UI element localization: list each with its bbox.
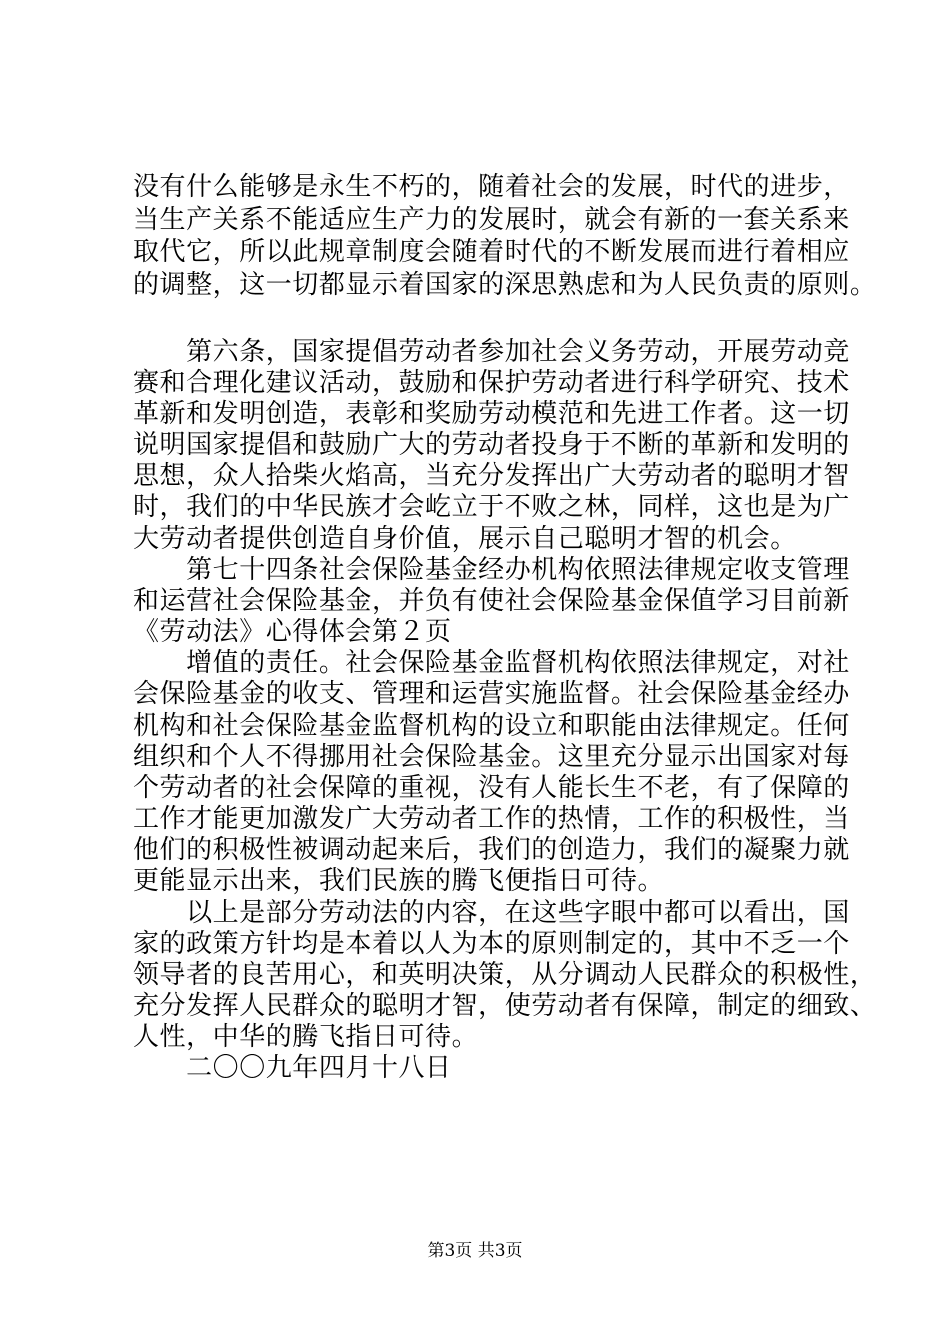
- date-line: 二〇〇九年四月十八日: [133, 1053, 452, 1083]
- body-text-line: 没有什么能够是永生不朽的，随着社会的发展，时代的进步，: [133, 172, 850, 202]
- body-text-line: 说明国家提倡和鼓励广大的劳动者投身于不断的革新和发明的: [133, 430, 850, 460]
- body-text-line: 和运营社会保险基金，并负有使社会保险基金保值学习目前新: [133, 586, 850, 616]
- body-text-line: 第六条，国家提倡劳动者参加社会义务劳动，开展劳动竞: [133, 337, 850, 367]
- body-text-line: 人性，中华的腾飞指日可待。: [133, 1022, 479, 1052]
- body-text-line: 革新和发明创造，表彰和奖励劳动模范和先进工作者。这一切: [133, 399, 850, 429]
- body-text-line: 个劳动者的社会保障的重视，没有人能长生不老，有了保障的: [133, 773, 850, 803]
- body-text-line: 思想，众人拾柴火焰高，当充分发挥出广大劳动者的聪明才智: [133, 461, 850, 491]
- body-text-line: 大劳动者提供创造自身价值，展示自己聪明才智的机会。: [133, 524, 797, 554]
- body-text-line: 的调整，这一切都显示着国家的深思熟虑和为人民负责的原则。: [133, 270, 877, 300]
- body-text-line: 以上是部分劳动法的内容，在这些字眼中都可以看出，国: [133, 898, 850, 928]
- body-text-line: 《劳动法》心得体会第２页: [133, 617, 452, 647]
- body-text-line: 领导者的良苦用心，和英明决策，从分调动人民群众的积极性，: [133, 960, 877, 990]
- body-text-line: 会保险基金的收支、管理和运营实施监督。社会保险基金经办: [133, 679, 850, 709]
- body-text-line: 当生产关系不能适应生产力的发展时，就会有新的一套关系来: [133, 205, 850, 235]
- body-text-line: 取代它，所以此规章制度会随着时代的不断发展而进行着相应: [133, 237, 850, 267]
- body-text-line: 赛和合理化建议活动，鼓励和保护劳动者进行科学研究、技术: [133, 368, 850, 398]
- body-text-line: 充分发挥人民群众的聪明才智，使劳动者有保障，制定的细致、: [133, 991, 877, 1021]
- body-text-line: 时，我们的中华民族才会屹立于不败之林，同样，这也是为广: [133, 492, 850, 522]
- page-number-footer: 第3页 共3页: [427, 1241, 523, 1261]
- body-text-line: 他们的积极性被调动起来后，我们的创造力，我们的凝聚力就: [133, 835, 850, 865]
- body-text-line: 更能显示出来，我们民族的腾飞便指日可待。: [133, 866, 665, 896]
- body-text-line: 增值的责任。社会保险基金监督机构依照法律规定，对社: [133, 648, 850, 678]
- body-text-line: 机构和社会保险基金监督机构的设立和职能由法律规定。任何: [133, 711, 850, 741]
- body-text-line: 第七十四条社会保险基金经办机构依照法律规定收支管理: [133, 555, 850, 585]
- body-text-line: 工作才能更加激发广大劳动者工作的热情，工作的积极性，当: [133, 804, 850, 834]
- body-text-line: 组织和个人不得挪用社会保险基金。这里充分显示出国家对每: [133, 742, 850, 772]
- body-text-line: 家的政策方针均是本着以人为本的原则制定的，其中不乏一个: [133, 929, 850, 959]
